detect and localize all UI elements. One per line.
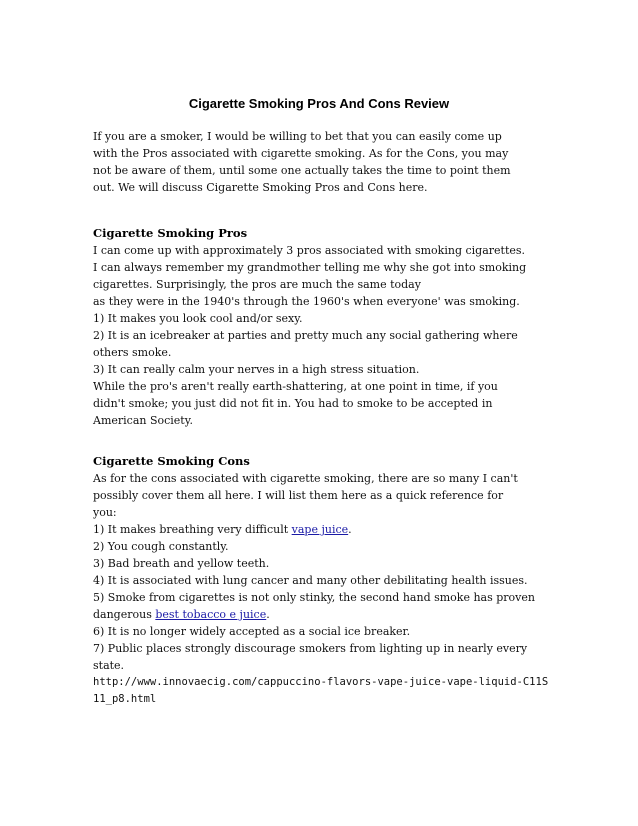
pros-line: I can come up with approximately 3 pros associated with smoking cigarettes. xyxy=(93,244,526,257)
cons-line: possibly cover them all here. I will list them here as a quick reference for xyxy=(93,489,504,502)
pros-line: 2) It is an icebreaker at parties and pretty much any social gathering where xyxy=(93,329,518,342)
pros-line: as they were in the 1940's through the 1960's when everyone' was smoking. xyxy=(93,295,520,308)
cons-item-text: dangerous xyxy=(93,608,156,621)
cons-item-text: . xyxy=(266,608,270,621)
cons-item-7-cont: state. xyxy=(93,659,125,672)
pros-heading: Cigarette Smoking Pros xyxy=(93,226,248,240)
cons-item-1 xyxy=(93,521,545,538)
pros-line: others smoke. xyxy=(93,346,172,359)
url-text: http://www.innovaecig.com/cappuccino-flavors-vape-juice-vape-liquid-C11S xyxy=(93,676,549,688)
intro-line: with the Pros associated with cigarette smoking. As for the Cons, you may xyxy=(93,147,509,160)
vape-juice-link[interactable]: vape juice xyxy=(291,523,349,536)
best-tobacco-e-juice-link[interactable]: best tobacco e juice xyxy=(155,608,267,621)
document-title: Cigarette Smoking Pros And Cons Review xyxy=(188,96,450,111)
pros-line: While the pro's aren't really earth-shattering, at one point in time, if you xyxy=(93,380,498,393)
cons-item-2: 2) You cough constantly. xyxy=(93,540,229,553)
cons-item-6: 6) It is no longer widely accepted as a social ice breaker. xyxy=(93,625,411,638)
pros-line: American Society. xyxy=(93,414,193,427)
cons-item-text: . xyxy=(348,523,352,536)
url-text: 11_p8.html xyxy=(93,693,157,705)
intro-line: out. We will discuss Cigarette Smoking Pros and Cons here. xyxy=(93,181,428,194)
pros-line: didn't smoke; you just did not fit in. You had to smoke to be accepted in xyxy=(93,397,493,410)
pros-line: I can always remember my grandmother telling me why she got into smoking xyxy=(93,261,527,274)
intro-line: If you are a smoker, I would be willing to bet that you can easily come up xyxy=(93,130,502,143)
pros-line: cigarettes. Surprisingly, the pros are much the same today xyxy=(93,278,421,291)
cons-item-7: 7) Public places strongly discourage smokers from lighting up in nearly every xyxy=(93,642,528,655)
pros-section xyxy=(93,225,545,429)
cons-item-5: 5) Smoke from cigarettes is not only stinky, the second hand smoke has proven xyxy=(93,591,535,604)
cons-line: As for the cons associated with cigarette smoking, there are so many I can't xyxy=(93,472,518,485)
pros-line: 3) It can really calm your nerves in a high stress situation. xyxy=(93,363,420,376)
cons-section xyxy=(93,453,549,708)
intro-paragraph xyxy=(93,128,545,196)
cons-item-4: 4) It is associated with lung cancer and many other debilitating health issues. xyxy=(93,574,528,587)
cons-heading: Cigarette Smoking Cons xyxy=(93,454,250,468)
cons-item-3: 3) Bad breath and yellow teeth. xyxy=(93,557,270,570)
cons-item-text: 1) It makes breathing very difficult xyxy=(93,523,292,536)
intro-line: not be aware of them, until some one actually takes the time to point them xyxy=(93,164,511,177)
cons-line: you: xyxy=(93,506,117,519)
cons-item-5-cont xyxy=(93,606,545,623)
pros-line: 1) It makes you look cool and/or sexy. xyxy=(93,312,303,325)
